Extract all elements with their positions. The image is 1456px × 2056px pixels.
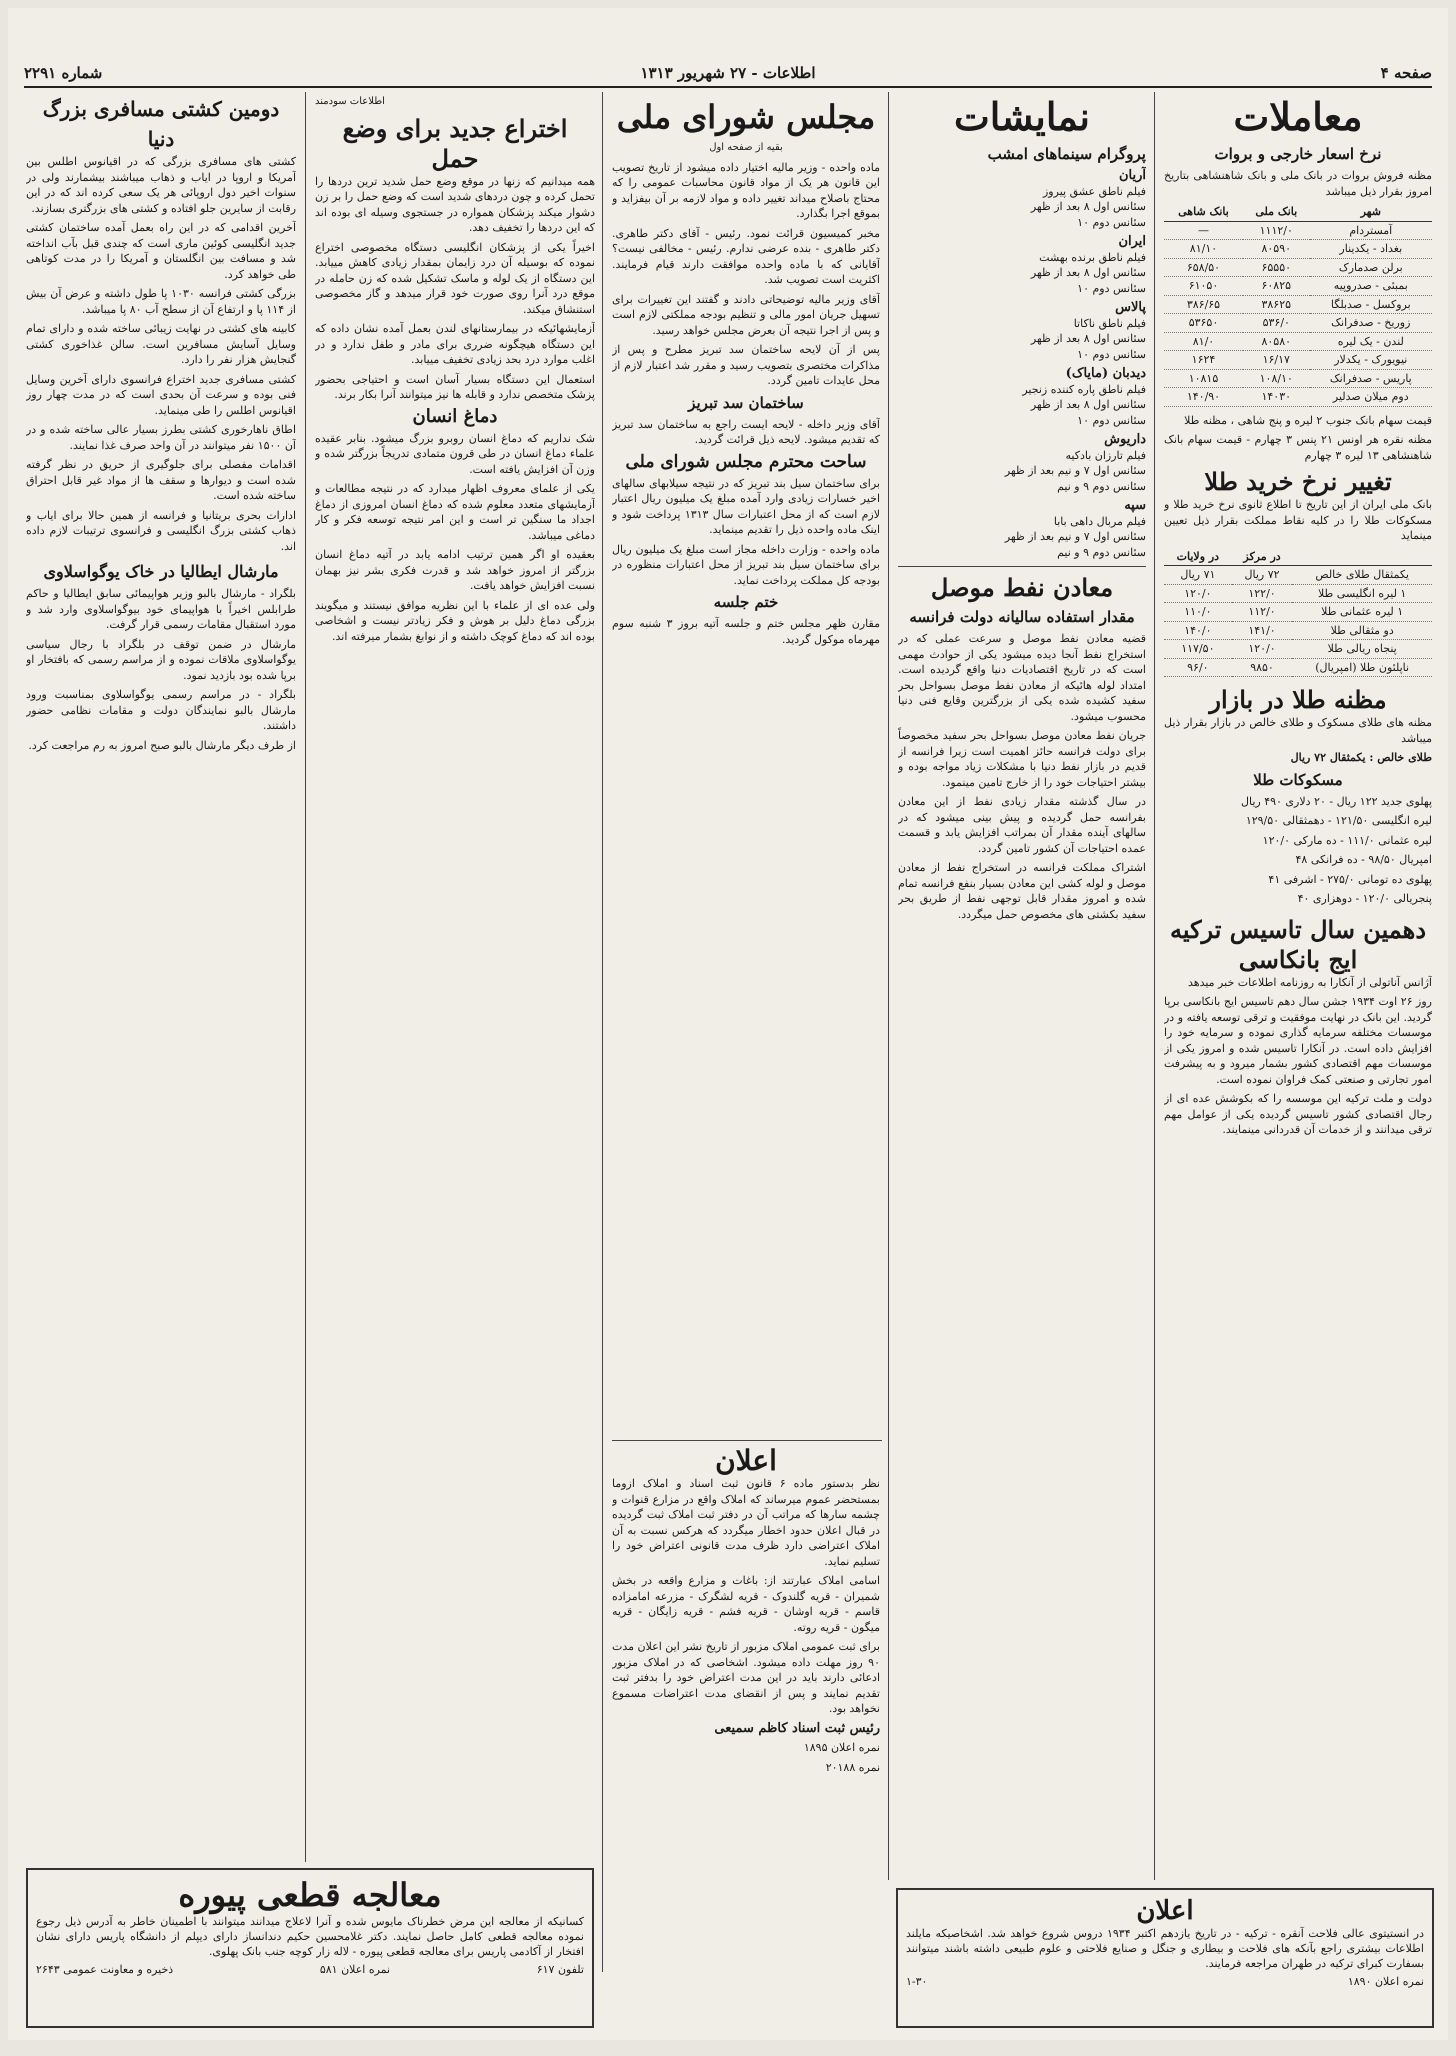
gold-cell: ۱۴۱/۰ xyxy=(1232,621,1293,640)
yugo-paragraph: بلگراد - در مراسم رسمی یوگواسلاوی بمناسبت ورود مارشال بالبو نمایندگان دولت و مقامات نظامی حضور داشتند. xyxy=(26,688,296,732)
cinema-session: سئانس اول ۸ بعد از ظهر xyxy=(1030,200,1146,213)
rate-cell: نیویورک - یکدلار xyxy=(1310,351,1432,370)
rates-header: شهر xyxy=(1310,203,1432,221)
oil-title: معادن نفط موصل xyxy=(930,573,1114,602)
rate-cell: ۶۰۸۲۵ xyxy=(1243,277,1310,296)
majlis-paragraph: پس از آن لایحه ساختمان سد تبریز مطرح و پس از مذاکرات مختصری بتصویب رسید و مقرر شد اعتبار لازم از محل عایدات تامین گردد. xyxy=(612,343,880,387)
gold-header: در مرکز xyxy=(1232,548,1293,566)
main-ad-body-3: برای ثبت عمومی املاک مزبور از تاریخ نشر این اعلان مدت ۹۰ روز مهلت داده میشود. اشخاصی که در املاک مزبور ادعائی دارند باید در این مدت اعتراض خود را بدفتر ثبت تقدیم نمایند و پس از انقضای مدت اعتراضات مسموع نخواهد بود. xyxy=(612,1640,880,1715)
invention-title: اختراع جدید برای وضع حمل xyxy=(342,113,568,173)
rate-cell: ۸۱/۱۰ xyxy=(1164,240,1243,259)
treatment-ad xyxy=(26,1868,594,2028)
rate-cell: ۱۴۰۳۰ xyxy=(1243,388,1310,407)
rate-row xyxy=(1164,277,1432,296)
coin-line: امپریال ۹۸/۵۰ - ده فرانکی ۴۸ xyxy=(1295,853,1432,866)
treatment-ad-phone: تلفون ۶۱۷ xyxy=(536,1963,584,1976)
oil-paragraph: در سال گذشته مقدار زیادی نفط از این معادن بفرانسه حمل گردیده و پیش بینی میشود که در سالهای آینده مقدار آن بمراتب افزایش یابد و قسمت عمده احتیاجات آن کشور تامین گردد. xyxy=(898,795,1146,855)
gold-row xyxy=(1164,658,1432,677)
gold-cell: ۱۱۲/۰ xyxy=(1232,603,1293,622)
rate-cell: ۱۶/۱۷ xyxy=(1243,351,1310,370)
main-ad-body: نظر بدستور ماده ۶ قانون ثبت اسناد و املاک ازوما بمستحضر عموم میرساند که املاک واقع در مزارع قنوات و چشمه سارها که مراتب آن در دفتر ثبت املاک ثبت گردیده در قبال اعلان حدود اخطار میگردد که هرکس نسبت به آن املاک اعتراضی دارد ظرف مدت قانونی اعتراض خود را تسلیم نماید. xyxy=(612,1477,880,1568)
rate-cell: ۸۰۵۹۰ xyxy=(1243,240,1310,259)
cinema-film: فیلم ناطق عشق پیروز xyxy=(1043,184,1146,198)
treatment-ad-body: کسانیکه از معالجه این مرض خطرناک مایوس شده و آنرا لاعلاج میدانند میتوانند با اطمینان خاطر به آدرس ذیل رجوع نموده معالجه قطعی کامل حاصل نمایند. دکتر غلامحسین حکیم دندانساز دارای دیپلم از دانشگاه پاریس دارای نشان افتخار از آکادمی پاریس برای معالجه قطعی پیوره - لاله زار کوچه جنب بانک پهلوی. xyxy=(36,1915,584,1958)
cinema-entry xyxy=(898,432,1146,494)
rate-cell: ۵۳۶/۰ xyxy=(1243,314,1310,333)
main-ad xyxy=(612,1446,880,1966)
page-label: صفحه ۴ xyxy=(1380,64,1432,82)
cinema-session: سئانس اول ۸ بعد از ظهر xyxy=(1030,266,1146,279)
rate-cell: ۵۳۶۵۰ xyxy=(1164,314,1243,333)
court-paragraph: برای ساختمان سیل بند تبریز که در نتیجه سیلابهای سالهای اخیر خسارات زیادی وارد آمده مبلغ یک میلیون ریال اعتبار لازم است که از محل اعتبارات سال ۱۳۱۳ پرداخت شود و اینک ماده واحده ذیل را تقدیم مینماید. xyxy=(612,476,880,536)
ship-paragraph: ادارات بحری بریتانیا و فرانسه از همین حالا برای ایاب و ذهاب کشتی بزرگ انگلیسی و فرانسوی ترتیبات لازم داده اند. xyxy=(26,508,296,553)
column-divider xyxy=(602,92,603,1972)
invention-paragraph: آزمایشهائیکه در بیمارستانهای لندن بعمل آمده نشان داده که این دستگاه هیچگونه ضرری برای مادر و طفل ندارد و در اغلب موارد درد بحد زیادی تخفیف مییابد. xyxy=(315,322,595,366)
rates-header: بانک شاهی xyxy=(1164,203,1243,221)
rates-note-2: قیمت سهام بانک جنوب ۲ لیره و پنج شاهی ، مظنه طلا xyxy=(1184,413,1432,427)
gold-note: بانک ملی ایران از این تاریخ تا اطلاع ثانوی نرخ خرید طلا و مسکوکات طلا را در کلیه نقاط مملکت بقرار ذیل تعیین مینماید xyxy=(1164,498,1432,542)
masthead-date: اطلاعات - ۲۷ شهریور ۱۳۱۳ xyxy=(640,64,816,82)
anniversary-body-2: دولت و ملت ترکیه این موسسه را که بکوشش عده ای از رجال اقتصادی کشور تاسیس گردیده یکی از عوامل مهم ترقی میدانند و از خدمات آن قدردانی مینمایند. xyxy=(1164,1092,1432,1136)
treatment-ad-title: معالجه قطعی پیوره xyxy=(178,1876,442,1914)
main-ad-body-2: اسامی املاک عبارتند از: باغات و مزارع واقعه در بخش شمیران - قریه گلندوک - قریه لشگرک - مزرعه امامزاده قاسم - قریه اوشان - قریه فشم - قریه زایگان - قریه میگون - قریه روته. xyxy=(612,1574,880,1634)
coins-list xyxy=(1164,794,1432,907)
rate-cell: ۱۱۱۲/۰ xyxy=(1243,221,1310,240)
cinema-session: سئانس اول ۷ و نیم بعد از ظهر xyxy=(1004,464,1146,477)
rate-cell: ۱۰۸۱۵ xyxy=(1164,369,1243,388)
gold-cell: ۷۱ ریال xyxy=(1164,566,1232,585)
shows-title: نمایشات xyxy=(954,94,1090,139)
anniversary-body: روز ۲۶ اوت ۱۹۳۴ جشن سال دهم تاسیس ایج بانکاسی برپا گردید. این بانک در نهایت موفقیت و ترقی توسعه یافته و در موسسات مختلفه سرمایه گذاری نموده و سرمایه خود را افزایش داده است. در آنکارا تاسیس شده و امروز یکی از موسسات مهم اقتصادی کشور بشمار میرود و به پیشرفت امور تجارتی و صنعتی کمک فراوان نموده است. xyxy=(1164,995,1432,1086)
gold-cell: ناپلئون طلا (امپریال) xyxy=(1292,658,1432,677)
gold-row xyxy=(1164,603,1432,622)
rates-table xyxy=(1164,203,1432,407)
gold-cell: پنجاه ریالی طلا xyxy=(1292,640,1432,659)
coin-line: پهلوی جدید ۱۲۲ ریال - ۲۰ دلاری ۴۹۰ ریال xyxy=(1240,794,1432,808)
cinema-entry xyxy=(898,498,1146,560)
rate-cell: آمستردام xyxy=(1310,221,1432,240)
gold-row xyxy=(1164,640,1432,659)
cinema-session: سئانس دوم ۱۰ xyxy=(1077,347,1146,361)
rate-cell: پاریس - صدفرانک xyxy=(1310,369,1432,388)
oil-paragraph: اشتراک مملکت فرانسه در استخراج نفط از معادن موصل و لوله کشی این معادن بسیار بنفع فرانسه تمام شده و امروز مقدار قابل توجهی نفط از طریق بحر سفید بکشتی های مخصوص حمل میگردد. xyxy=(898,861,1146,921)
cinema-session: سئانس دوم ۱۰ xyxy=(1077,413,1146,427)
oil-paragraph: قضیه معادن نفط موصل و سرعت عملی که در استخراج نفط آنجا دیده میشود یکی از حوادث مهمی است که در تاریخ اقتصادیات دنیا واقع گردیده است. امتداد لوله هائیکه از معادن نفط موصل بسواحل بحر سفید کشیده شده یکی از بزرگترین وقایع فنی دنیا محسوب میشود. xyxy=(898,632,1146,723)
gold-cell: ۹۸۵۰ xyxy=(1232,658,1293,677)
rates-subtitle: نرخ اسعار خارجی و بروات xyxy=(1214,145,1382,163)
rate-row xyxy=(1164,295,1432,314)
institute-ad-number: نمره اعلان ۱۸۹۰ xyxy=(1347,1975,1424,1988)
gold-header: در ولایات xyxy=(1164,548,1232,566)
shows-column xyxy=(898,94,1146,1874)
cinema-list xyxy=(898,168,1146,560)
gold-row xyxy=(1164,584,1432,603)
rates-note-3: مظنه نقره هر اونس ۲۱ پنس ۳ چهارم - قیمت سهام بانک شاهنشاهی ۱۳ لیره ۳ چهارم xyxy=(1164,433,1432,462)
sadd-title: ساختمان سد تبریز xyxy=(688,393,804,412)
gold-cell: ۱ لیره عثمانی طلا xyxy=(1292,603,1432,622)
institute-ad-body: در انستیتوی عالی فلاحت آنقره - ترکیه - در تاریخ یازدهم اکتبر ۱۹۳۴ دروس شروع خواهد شد. اشخاصیکه مایلند اطلاعات بیشتری راجع بآنکه های فلاحت و بیطاری و جنگل و صنایع فلاحتی و علوم طبیعی داشته باشند میتوانند بسفارت کبرای ترکیه در طهران مراجعه فرمایند. xyxy=(906,1927,1424,1970)
brain-paragraph: بعقیده او اگر همین ترتیب ادامه یابد در آتیه دماغ انسان بزرگتر از امروز خواهد شد و قدرت فکری بشر نیز بهمان نسبت افزایش خواهد یافت. xyxy=(315,548,595,592)
oil-subtitle: مقدار استفاده سالیانه دولت فرانسه xyxy=(909,608,1135,626)
section-rule xyxy=(898,566,1146,567)
cinema-session: سئانس اول ۷ و نیم بعد از ظهر xyxy=(1004,530,1146,543)
rate-cell: — xyxy=(1164,221,1243,240)
rate-cell: ۱۶۲۴ xyxy=(1164,351,1243,370)
main-ad-number-2: نمره ۲۰۱۸۸ xyxy=(825,1760,880,1774)
main-ad-number: نمره اعلان ۱۸۹۵ xyxy=(803,1741,880,1754)
rate-cell: ۳۸۶۲۵ xyxy=(1243,295,1310,314)
bazaar-pure-gold: طلای خالص : یکمثقال ۷۲ ریال xyxy=(1290,751,1432,764)
rate-row xyxy=(1164,240,1432,259)
cinema-film: فیلم ناطق ناکاتا xyxy=(1073,316,1146,330)
rate-cell: ۸۰۵۸۰ xyxy=(1243,332,1310,351)
bazaar-note: مظنه های طلای مسکوک و طلای خالص در بازار بقرار ذیل میباشد xyxy=(1164,716,1432,745)
ship-paragraph: بزرگی کشتی فرانسه ۱۰۳۰ پا طول داشته و عرض آن بیش از ۱۱۴ پا و ارتفاع آن از سطح آب ۸۰ پا میباشد. xyxy=(26,287,296,316)
cinema-film: فیلم مربال داهی بابا xyxy=(1053,514,1146,528)
institute-ad xyxy=(896,1888,1434,2028)
ship-paragraph: کشتی مسافری جدید اختراع فرانسوی دارای آخرین وسایل فنی بوده و سرعت آن بحدی است که در مدت چهار روز اقیانوس اطلس را طی مینماید. xyxy=(26,372,296,417)
rate-cell: ۸۱/۰ xyxy=(1164,332,1243,351)
brain-paragraph: شک نداریم که دماغ انسان روبرو بزرگ میشود. بنابر عقیده علماء دماغ انسان در طی قرون متمادی تدریجاً بزرگتر شده و وزن آن افزایش یافته است. xyxy=(315,431,595,476)
cinema-session: سئانس دوم ۱۰ xyxy=(1077,215,1146,229)
gold-cell: یکمثقال طلای خالص xyxy=(1292,566,1432,585)
cinema-session: سئانس دوم ۹ و نیم xyxy=(1057,479,1146,493)
coin-line: پنجریالی ۱۲۰/۰ - دوهزاری ۴۰ xyxy=(1297,892,1432,905)
rate-row xyxy=(1164,221,1432,240)
coin-line: پهلوی ده تومانی ۲۷۵/۰ - اشرفی ۴۱ xyxy=(1268,872,1432,886)
ship-paragraph: کابینه های کشتی در نهایت زیبائی ساخته شده و دارای تمام وسایل آسایش مسافرین است. سالن غذاخوری کشتی گنجایش هزار نفر را دارد. xyxy=(26,322,296,366)
main-ad-title: اعلان xyxy=(715,1446,777,1477)
cinema-entry xyxy=(898,234,1146,296)
gold-cell: ۱۴۰/۰ xyxy=(1164,621,1232,640)
ship-paragraph: اقدامات مفصلی برای جلوگیری از حریق در نظر گرفته شده است و دیوارها و سقف ها از مواد غیر قابل احتراق ساخته شده است. xyxy=(26,458,296,502)
rate-row xyxy=(1164,332,1432,351)
gold-cell: ۱۲۰/۰ xyxy=(1232,640,1293,659)
column-divider xyxy=(1154,92,1155,1880)
gold-title: تغییر نرخ خرید طلا xyxy=(1204,467,1392,496)
gold-cell: ۱۱۷/۵۰ xyxy=(1164,640,1232,659)
rate-cell: بروکسل - صدبلگا xyxy=(1310,295,1432,314)
cinema-film: فیلم ناطق پاره کننده زنجیر xyxy=(1022,382,1146,396)
ship-title: دومین کشتی مسافری بزرگ دنیا xyxy=(42,97,280,151)
treatment-ad-number-2: ذخیره و معاونت عمومی ۲۶۴۳ xyxy=(36,1963,174,1976)
yugo-title: مارشال ایطالیا در خاک یوگواسلاوی xyxy=(43,562,279,581)
cinema-session: سئانس اول ۸ بعد از ظهر xyxy=(1030,332,1146,345)
gold-cell: ۱۲۰/۰ xyxy=(1164,584,1232,603)
coins-title: مسکوکات طلا xyxy=(1253,770,1343,789)
institute-ad-code: ۱-۳۰ xyxy=(906,1975,928,1988)
oil-paragraph: جریان نفط معادن موصل بسواحل بحر سفید مخصوصاً برای دولت فرانسه حائز اهمیت است زیرا فرانسه از قدیم در بازار نفط دنیا با مشکلات زیاد مواجه بوده و بیشتر احتیاجات خود را از خارج تامین مینمود. xyxy=(898,729,1146,789)
cinema-entry xyxy=(898,168,1146,230)
transactions-title: معاملات xyxy=(1233,94,1363,139)
cinema-film: فیلم ناطق برنده بهشت xyxy=(1039,250,1146,264)
ship-paragraph: اطاق ناهارخوری کشتی بطرز بسیار عالی ساخته شده و در آن ۱۵۰۰ نفر میتوانند در آن واحد صرف غذا نمایند. xyxy=(26,423,296,452)
cinema-session: سئانس دوم ۹ و نیم xyxy=(1057,545,1146,559)
column-divider xyxy=(305,92,306,1862)
gold-row xyxy=(1164,621,1432,640)
anniversary-source: آژانس آناتولی از آنکارا به روزنامه اطلاعات خبر میدهد xyxy=(1188,975,1432,989)
rate-cell: زوریخ - صدفرانک xyxy=(1310,314,1432,333)
rate-cell: ۳۸۶/۶۵ xyxy=(1164,295,1243,314)
yugo-paragraph: مارشال در ضمن توقف در بلگراد با رجال سیاسی یوگواسلاوی ملاقات نموده و از مراسم رسمی که بافتخار او برپا شده بود بازدید نمود. xyxy=(26,637,296,682)
newspaper-page xyxy=(8,8,1448,2040)
gold-cell: ۱ لیره انگلیسی طلا xyxy=(1292,584,1432,603)
end-session-paragraph: مقارن ظهر مجلس ختم و جلسه آتیه بروز ۳ شنبه سوم مهرماه موکول گردید. xyxy=(612,617,880,646)
rate-cell: لندن - یک لیره xyxy=(1310,332,1432,351)
ship-column xyxy=(26,94,296,1854)
rate-cell: دوم میلان صدلیر xyxy=(1310,388,1432,407)
institute-ad-title: اعلان xyxy=(1136,1896,1194,1926)
column-divider xyxy=(888,92,889,1880)
program-title: پروگرام سینماهای امشب xyxy=(987,145,1146,163)
gold-header xyxy=(1292,548,1432,566)
court-title: ساحت محترم مجلس شورای ملی xyxy=(625,451,867,472)
rate-cell: ۱۰۸/۱۰ xyxy=(1243,369,1310,388)
gold-table xyxy=(1164,548,1432,678)
rates-note: مظنه فروش بروات در بانک ملی و بانک شاهنشاهی بتاریخ امروز بقرار ذیل میباشد xyxy=(1164,169,1432,198)
brain-paragraph: ولی عده ای از علماء با این نظریه موافق نیستند و میگویند بزرگی دماغ دلیل بر هوش و فکر زیادتر نیست و اشخاصی بوده اند که دماغ کوچک داشته و از نوابغ بشمار میرفته اند. xyxy=(315,598,595,643)
rate-cell: ۶۱۰۵۰ xyxy=(1164,277,1243,296)
treatment-ad-number: نمره اعلان ۵۸۱ xyxy=(319,1963,391,1976)
ship-paragraph: کشتی های مسافری بزرگی که در اقیانوس اطلس بین آمریکا و اروپا در ایاب و ذهاب میباشند بیشمارند ولی در سنوات اخیر دول اروپائی هر یک سعی کرده اند که در این رقابت از سایرین جلو افتاده و کشتی های بزرگتری بسازند. xyxy=(26,155,296,215)
gold-row xyxy=(1164,566,1432,585)
court-paragraph: ماده واحده - وزارت داخله مجاز است مبلغ یک میلیون ریال برای ساختمان سیل بند تبریز از محل اعتبارات منظوره در بودجه کل مملکت پرداخت نماید. xyxy=(612,542,880,587)
rate-cell: ۶۵۸/۵۰ xyxy=(1164,258,1243,277)
brain-paragraph: یکی از علمای معروف اظهار میدارد که در نتیجه مطالعات و آزمایشهای متعدد معلوم شده که دماغ انسان امروزی از دماغ اجداد ما سنگین تر است و این امر نتیجه توسعه فکر و کار دماغی میباشد. xyxy=(315,482,595,542)
gold-cell: ۹۶/۰ xyxy=(1164,658,1232,677)
sadd-paragraph: آقای وزیر داخله - لایحه ایست راجع به ساختمان سد تبریز که تقدیم میشود. لایحه ذیل قرائت گردید. xyxy=(612,417,880,446)
useful-info-label: اطلاعات سودمند xyxy=(315,96,385,107)
cinema-name: آریان xyxy=(1118,168,1146,183)
majlis-paragraph: مخبر کمیسیون قرائت نمود. رئیس - آقای دکتر طاهری. دکتر طاهری - بنده عرضی ندارم. رئیس - مخالفی نیست؟ آقایانی که با ماده واحده موافقت دارند قیام فرمایند. اکثریت است تصویب شد. xyxy=(612,226,880,286)
gold-cell: ۷۲ ریال xyxy=(1232,566,1293,585)
brain-title: دماغ انسان xyxy=(412,405,498,427)
rate-cell: ۶۵۵۵۰ xyxy=(1243,258,1310,277)
anniversary-title: دهمین سال تاسیس ترکیه ایج بانکاسی xyxy=(1169,914,1427,974)
cinema-film: فیلم تارزان بادکیه xyxy=(1065,448,1146,462)
cinema-name: پالاس xyxy=(1115,300,1146,315)
rate-row xyxy=(1164,258,1432,277)
ship-paragraph: آخرین اقدامی که در این راه بعمل آمده ساختمان کشتی جدید انگلیسی کوئین ماری است که چندی قبل بآب انداخته شد و مسافت بین انگلستان و آمریکا را در مدت کوتاهی طی خواهد کرد. xyxy=(26,221,296,281)
rate-cell: بمبئی - صدروپیه xyxy=(1310,277,1432,296)
main-ad-signature: رئیس ثبت اسناد کاظم سمیعی xyxy=(714,1720,880,1736)
cinema-name: ایران xyxy=(1118,234,1146,249)
cinema-name: دیدبان (مایاک) xyxy=(1065,366,1146,381)
header-rule xyxy=(24,86,1432,88)
majlis-column xyxy=(612,94,880,1434)
rates-header: بانک ملی xyxy=(1243,203,1310,221)
rate-cell: برلن صدمارک xyxy=(1310,258,1432,277)
invention-paragraph: استعمال این دستگاه بسیار آسان است و احتیاجی بحضور پزشک متخصص ندارد و قابله ها نیز میتوانند آنرا بکار برند. xyxy=(315,372,595,401)
issue-number: شماره ۲۲۹۱ xyxy=(24,64,103,82)
rate-row xyxy=(1164,388,1432,407)
invention-paragraph: اخیراً یکی از پزشکان انگلیسی دستگاه مخصوصی اختراع نموده که بوسیله آن درد زایمان بمقدار زیادی کاهش مییابد. این دستگاه از یک لوله و ماسک تشکیل شده که زن حامله در موقع درد آنرا روی صورت خود قرار میدهد و گاز مخصوصی استنشاق میکند. xyxy=(315,240,595,316)
cinema-session: سئانس دوم ۱۰ xyxy=(1077,281,1146,295)
coin-line: لیره انگلیسی ۱۲۱/۵۰ - دهمثقالی ۱۲۹/۵۰ xyxy=(1245,814,1432,827)
majlis-paragraph: آقای وزیر مالیه توضیحاتی دادند و گفتند این تغییرات برای تسهیل جریان امور مالی و تنظیم بودجه مملکتی لازم است و پس از اجرا نتیجه آن بعرض مجلس خواهد رسید. xyxy=(612,292,880,337)
gold-cell: دو مثقالی طلا xyxy=(1292,621,1432,640)
cinema-name: داریوش xyxy=(1104,432,1146,447)
rate-cell: ۱۴۰/۹۰ xyxy=(1164,388,1243,407)
gold-cell: ۱۱۰/۰ xyxy=(1164,603,1232,622)
bazaar-title: مظنه طلا در بازار xyxy=(1209,685,1387,714)
majlis-paragraph: ماده واحده - وزیر مالیه اختیار داده میشود از تاریخ تصویب این قانون هر یک از مواد قانون محاسبات عمومی را که محتاج باصلاح میداند تغییر داده و مواد لازمه بر آن بیفزاید و بموقع اجرا بگذارد. xyxy=(612,160,880,220)
majlis-title: مجلس شورای ملی xyxy=(616,98,876,136)
coin-line: لیره عثمانی ۱۱۱/۰ - ده مارکی ۱۲۰/۰ xyxy=(1262,833,1432,847)
majlis-continued: بقیه از صفحه اول xyxy=(709,142,783,153)
rate-row xyxy=(1164,314,1432,333)
ad-rule xyxy=(612,1440,882,1441)
gold-cell: ۱۲۲/۰ xyxy=(1232,584,1293,603)
invention-column xyxy=(315,94,595,1854)
cinema-entry xyxy=(898,366,1146,428)
end-session-title: ختم جلسه xyxy=(713,593,779,611)
rate-row xyxy=(1164,369,1432,388)
cinema-name: سپه xyxy=(1124,498,1146,513)
yugo-paragraph: از طرف دیگر مارشال بالبو صبح امروز به رم مراجعت کرد. xyxy=(28,738,296,752)
rate-cell: بغداد - یکدینار xyxy=(1310,240,1432,259)
cinema-entry xyxy=(898,300,1146,362)
cinema-session: سئانس اول ۸ بعد از ظهر xyxy=(1030,398,1146,411)
transactions-column xyxy=(1164,94,1432,1880)
invention-paragraph: همه میدانیم که زنها در موقع وضع حمل شدید ترین دردها را تحمل کرده و چون دردهای شدید است که وضع حمل را بر زن دشوار میکند پزشکان همواره در جستجوی وسیله ای بوده اند که این دردها را تخفیف دهد. xyxy=(315,174,595,234)
rate-row xyxy=(1164,351,1432,370)
yugo-paragraph: بلگراد - مارشال بالبو وزیر هواپیمائی سابق ایطالیا و حاکم طرابلس اخیراً با هواپیمای خود بیوگواسلاوی وارد شد و مورد استقبال مقامات رسمی قرار گرفت. xyxy=(26,587,296,631)
